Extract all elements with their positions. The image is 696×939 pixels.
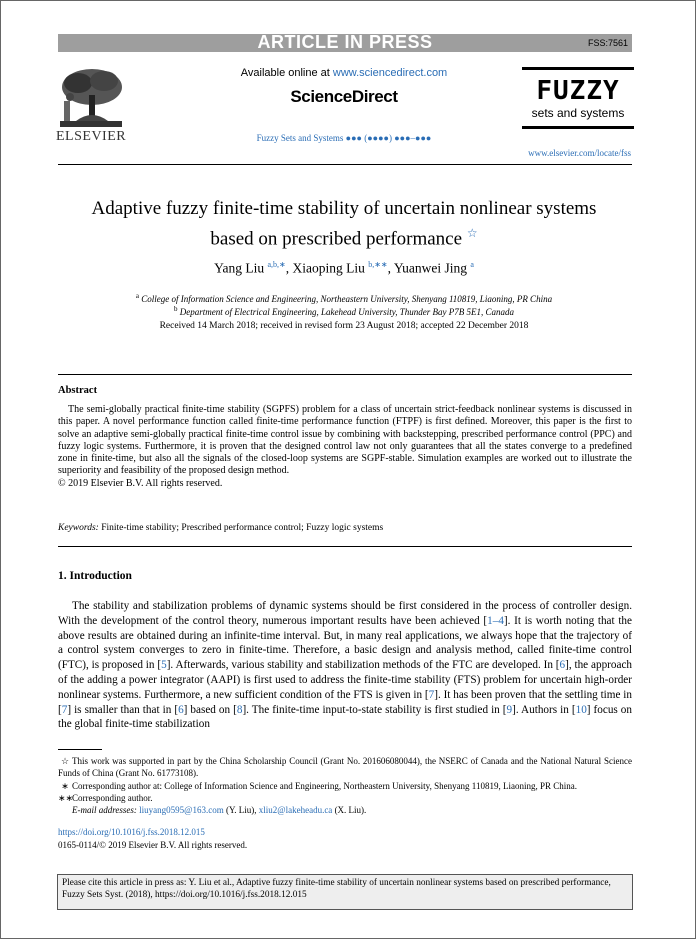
citation-link[interactable]: 9 xyxy=(506,703,513,716)
email-link[interactable]: xliu2@lakeheadu.ca xyxy=(258,805,333,815)
citation-link[interactable]: 5 xyxy=(161,659,167,672)
article-in-press-banner xyxy=(58,34,632,52)
author-list: Yang Liu $^{a,b,∗}$, Xiaoping Liu $^{b,∗∗}$, Yuanwei Jing $^a$ xyxy=(214,260,474,276)
journal-citation-line[interactable]: Fuzzy Sets and Systems ●●● (●●●●) ●●●–●●● xyxy=(256,133,432,143)
affiliation-a xyxy=(1,292,687,304)
citation-link[interactable]: 8 xyxy=(236,703,243,716)
intro-text: ], the approach of the adding a power integrator (AAPI) is first used to address the finite-time stability (FTS) problem for uncertain high-order nonlinear systems. Furthermore, a new sufficient condition of the FTS is given in [ xyxy=(58,659,633,701)
journal-logo-subtitle: sets and systems xyxy=(531,106,625,120)
title-footnote-star[interactable]: ☆ xyxy=(466,226,478,240)
funding-text: This work was supported in part by the China Scholarship Council (Grant No. 201606080044), the NSERC of Canada and the National Natural Science Funds of China (Grant No. 61773108). xyxy=(58,756,632,778)
footnote-mark: ☆ xyxy=(60,756,70,766)
author-name: Yuanwei Jing xyxy=(393,260,467,276)
email-owner: (Y. Liu), xyxy=(223,805,259,815)
citation-link[interactable]: 6 xyxy=(559,659,566,672)
intro-text: ]. The finite-time input-to-state stability is first studied in [ xyxy=(242,703,507,716)
section-heading: 1. Introduction xyxy=(58,570,132,582)
sciencedirect-link[interactable]: www.sciencedirect.com xyxy=(332,67,448,79)
author-affil-mark[interactable]: b,∗∗ xyxy=(368,260,388,269)
title-line-2: based on prescribed performance xyxy=(210,228,463,250)
intro-text: ]. Afterwards, various stability and stabilization methods of the FTC are developed. In [ xyxy=(166,659,560,672)
author-name: Xiaoping Liu xyxy=(292,260,365,276)
cite-box: Please cite this article in press as: Y. Liu et al., Adaptive fuzzy finite-time stability of uncertain nonlinear systems based on prescribed performance, Fuzzy Sets Syst. (2018), https://doi.org/10.1016/j.fss.2018.12.015 xyxy=(57,874,633,910)
intro-text: ]. Authors in [ xyxy=(512,703,576,716)
intro-text: The stability and stabilization problems of dynamic systems should be first considered in the process of controller design. With the development of the control theory, numerous important results have been achieved [ xyxy=(58,600,632,627)
abstract-heading: Abstract xyxy=(58,385,98,396)
email-link[interactable]: liuyang0595@163.com xyxy=(139,805,224,815)
intro-text: ]. It is worth noting that the above results are obtained during an infinite-time interval. But, in many real applications, we always hope that the trajectory of a control system converges to zero in finite-time. Therefore, a basic design and analysis method, called finite-time control (FTC), is proposed in [ xyxy=(58,614,632,672)
intro-text: ] is smaller than that in [ xyxy=(67,703,179,716)
available-prefix: Available online at xyxy=(240,67,333,79)
intro-text: ]. It has been proven that the settling time in [ xyxy=(58,688,632,716)
citation-link[interactable]: 7 xyxy=(61,703,68,716)
email-owner: (X. Liu). xyxy=(332,805,367,815)
corresponding-text: Corresponding author at: College of Information Science and Engineering, Northeastern University, Shenyang 110819, Liaoning, PR China. xyxy=(72,781,577,791)
keywords-bottom-rule xyxy=(58,546,632,547)
journal-url-link[interactable]: www.elsevier.com/locate/fss xyxy=(528,148,631,158)
corresponding-footnote-2 xyxy=(58,793,632,805)
header-rule xyxy=(58,164,632,165)
citation-link[interactable]: 10 xyxy=(575,703,587,716)
abstract-top-rule xyxy=(58,374,632,375)
author-affil-mark[interactable]: a xyxy=(470,260,474,269)
affil-mark: b xyxy=(174,305,178,313)
author-name: Yang Liu xyxy=(214,260,265,276)
footnote-mark: ∗∗ xyxy=(58,793,74,803)
citation-link[interactable]: 7 xyxy=(428,688,435,701)
affil-text: Department of Electrical Engineering, Lakehead University, Thunder Bay P7B 5E1, Canada xyxy=(179,307,514,317)
affil-mark: a xyxy=(135,292,140,300)
article-code: FSS:7561 xyxy=(587,38,628,48)
affiliation-b xyxy=(1,305,687,317)
corresponding-text: Corresponding author. xyxy=(72,793,153,803)
publisher-name: ELSEVIER xyxy=(56,129,127,144)
email-footnote xyxy=(58,805,632,817)
issn-copyright: 0165-0114/© 2019 Elsevier B.V. All rights reserved. xyxy=(58,840,248,850)
intro-text: ] focus on the global finite-time stabilization xyxy=(58,703,632,731)
footnote-mark: ∗ xyxy=(61,781,69,791)
received-dates: Received 14 March 2018; received in revised form 23 August 2018; accepted 22 December 2018 xyxy=(159,321,529,331)
keywords-text: Finite-time stability; Prescribed performance control; Fuzzy logic systems xyxy=(98,523,384,533)
abstract-body xyxy=(58,404,632,490)
logo-top-bar xyxy=(522,67,634,70)
abstract-text: The semi-globally practical finite-time stability (SGPFS) problem for a class of uncertain strict-feedback nonlinear systems is discussed in this paper. A novel performance function called finite-time performance function (FTPF) is first defined. Moreover, this paper is the first to solve an adaptive semi-globally practical finite-time control issue by combining with backstepping, prescribed performance control (PPC) and fuzzy logic systems. Furthermore, it is proven that the designed control law not only guarantees that all the states converge to a predefined zone in finite-time, but also all the signals of the closed-loop systems are SGPF-stable. Simulation examples are worked out to illustrate the superiority and feasibility of the proposed design method. xyxy=(58,404,632,477)
author-affil-mark[interactable]: a,b,∗ xyxy=(267,260,286,269)
paper-title xyxy=(41,197,647,251)
keywords xyxy=(58,523,383,533)
doi-link[interactable]: https://doi.org/10.1016/j.fss.2018.12.015 xyxy=(58,827,205,837)
journal-logo xyxy=(522,67,634,129)
corresponding-footnote-1 xyxy=(58,781,632,793)
email-label: E-mail addresses: xyxy=(72,805,137,815)
footnote-rule xyxy=(58,749,102,750)
abstract-copyright: © 2019 Elsevier B.V. All rights reserved. xyxy=(58,477,223,489)
citation-link[interactable]: 6 xyxy=(178,703,184,716)
intro-paragraph xyxy=(58,599,632,732)
title-line-1: Adaptive fuzzy finite-time stability of uncertain nonlinear systems xyxy=(91,198,597,219)
affil-text: College of Information Science and Engineering, Northeastern University, Shenyang 110819, Liaoning, PR China xyxy=(141,294,553,304)
keywords-label: Keywords: xyxy=(58,523,99,533)
logo-bottom-bar xyxy=(522,126,634,129)
journal-logo-fuzzy: FUZZY xyxy=(536,76,620,106)
citation-link[interactable]: 1–4 xyxy=(487,614,504,627)
banner-title: ARTICLE IN PRESS xyxy=(257,32,433,52)
funding-footnote xyxy=(58,756,632,779)
intro-text: ] based on [ xyxy=(183,703,237,716)
sciencedirect-logo: ScienceDirect xyxy=(290,87,398,106)
